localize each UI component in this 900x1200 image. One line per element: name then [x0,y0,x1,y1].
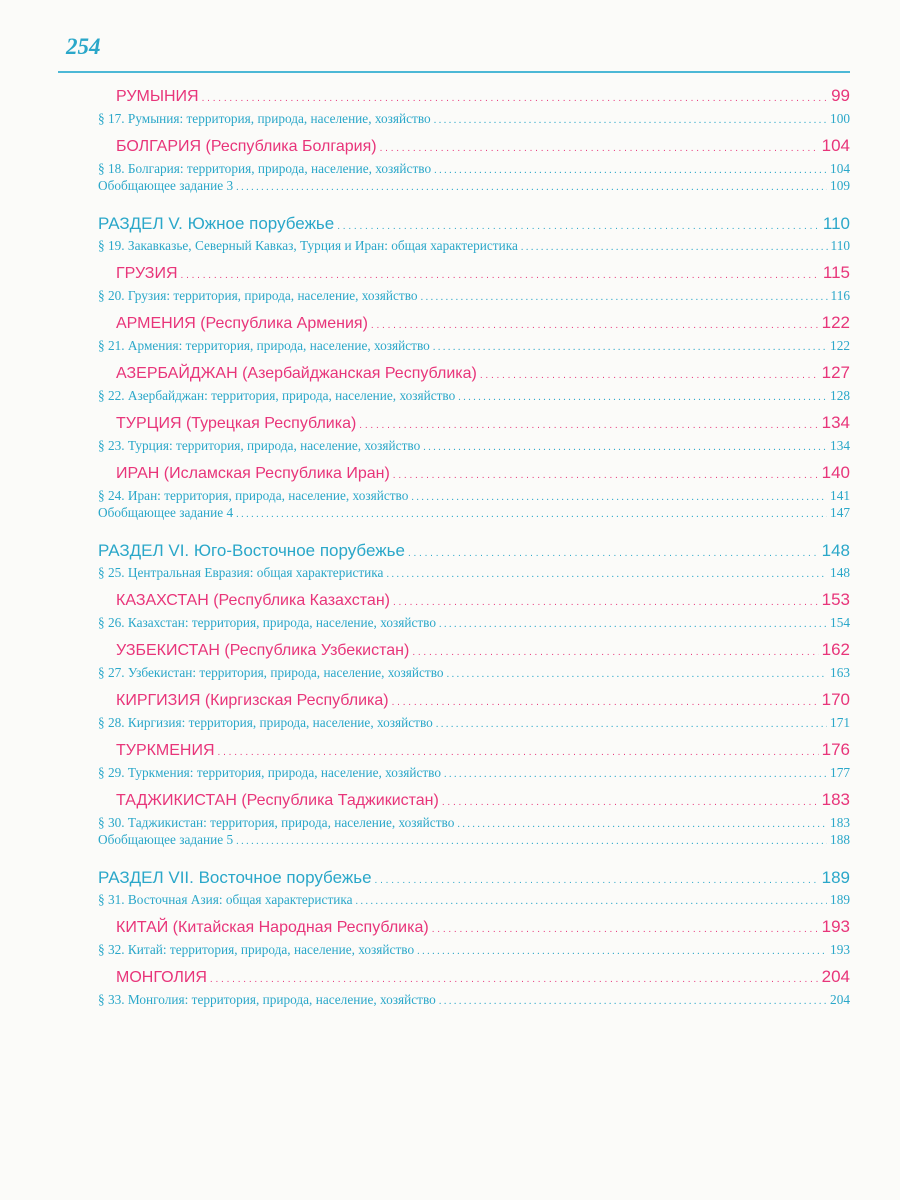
toc-entry-title: § 31. Восточная Азия: общая характеристика [98,892,353,907]
toc-country-entry [98,313,850,338]
toc-entry-title: § 17. Румыния: территория, природа, население, хозяйство [98,111,431,126]
toc-entry-title: § 21. Армения: территория, природа, население, хозяйство [98,338,430,353]
toc-entry-title: § 25. Центральная Евразия: общая характеристика [98,565,384,580]
toc-entry-title: § 29. Туркмения: территория, природа, население, хозяйство [98,765,441,780]
toc-entry-page-number: 110 [830,238,850,253]
toc-paragraph-entry [98,892,850,911]
toc-entry-page-number: 163 [830,665,850,680]
dot-leader [458,392,827,403]
toc-entry-title: § 26. Казахстан: территория, природа, население, хозяйство [98,615,437,630]
dot-leader [521,242,828,253]
toc-country-entry [98,790,850,815]
dot-leader [447,669,827,680]
toc-paragraph-entry [98,765,850,784]
toc-entry-page-number: 148 [821,541,850,560]
toc-entry-page-number: 193 [830,942,850,957]
dot-leader [393,470,819,481]
toc-entry-title: РАЗДЕЛ VII. Восточное порубежье [98,868,372,887]
toc-paragraph-entry [98,992,850,1011]
toc-entry-page-number: 148 [830,565,850,580]
dot-leader [480,370,819,381]
toc-entry-page-number: 141 [830,488,850,503]
toc-paragraph-entry [98,715,850,734]
toc-entry-page-number: 153 [821,590,850,609]
toc-section-entry [98,541,850,565]
dot-leader [380,143,819,154]
toc-entry-page-number: 176 [821,740,850,759]
toc-entry-title: § 33. Монголия: территория, природа, население, хозяйство [98,992,436,1007]
toc-entry-page-number: 99 [831,86,850,105]
dot-leader [434,115,827,126]
toc-country-entry [98,967,850,992]
toc-entry-page-number: 189 [821,868,850,887]
header-rule [58,71,850,73]
toc-entry-page-number: 188 [830,832,850,847]
toc-entry-page-number: 100 [830,111,850,126]
toc-entry-page-number: 183 [830,815,850,830]
toc-paragraph-entry [98,942,850,961]
toc-entry-title: § 18. Болгария: территория, природа, население, хозяйство [98,161,432,176]
dot-leader [371,320,819,331]
dot-leader [423,442,827,453]
dot-leader [386,569,827,580]
dot-leader [432,924,819,935]
dot-leader [439,996,827,1007]
toc-entry-title: АРМЕНИЯ (Республика Армения) [116,315,368,332]
toc-country-entry [98,917,850,942]
toc-entry-page-number: 110 [822,214,850,233]
toc-entry-page-number: 134 [830,438,850,453]
toc-summary-entry [98,505,850,523]
toc-entry-title: ТУРЦИЯ (Турецкая Республика) [116,415,357,432]
toc-entry-title: ТАДЖИКИСТАН (Республика Таджикистан) [116,792,439,809]
dot-leader [218,747,819,758]
toc-paragraph-entry [98,338,850,357]
toc-country-entry [98,86,850,111]
toc-paragraph-entry [98,111,850,130]
toc-entry-page-number: 204 [830,992,850,1007]
dot-leader [236,836,827,847]
toc-country-entry [98,413,850,438]
toc-country-entry [98,690,850,715]
toc-entry-page-number: 162 [821,640,850,659]
toc-entry-page-number: 171 [830,715,850,730]
dot-leader [417,946,827,957]
toc-entry-page-number: 128 [830,388,850,403]
toc-entry-page-number: 140 [821,463,850,482]
toc-entry-page-number: 134 [821,413,850,432]
toc-entry-page-number: 204 [821,967,850,986]
dot-leader [421,292,828,303]
toc-paragraph-entry [98,288,850,307]
toc-entry-page-number: 116 [830,288,850,303]
toc-country-entry [98,590,850,615]
toc-paragraph-entry [98,565,850,584]
toc-entry-page-number: 127 [821,363,850,382]
dot-leader [442,797,819,808]
toc-entry-title: § 23. Турция: территория, природа, население, хозяйство [98,438,421,453]
toc-section-entry [98,214,850,238]
dot-leader [412,647,818,658]
toc-entry-title: Обобщающее задание 4 [98,505,234,520]
toc-country-entry [98,740,850,765]
dot-leader [356,896,828,907]
dot-leader [359,420,818,431]
dot-leader [436,719,827,730]
toc-entry-title: § 19. Закавказье, Северный Кавказ, Турция и Иран: общая характеристика [98,238,518,253]
dot-leader [393,597,819,608]
toc-paragraph-entry [98,238,850,257]
toc-entry-title: РУМЫНИЯ [116,88,199,105]
dot-leader [444,769,827,780]
dot-leader [433,342,827,353]
dot-leader [375,875,819,886]
toc-section-entry [98,868,850,892]
toc-entry-title: § 20. Грузия: территория, природа, население, хозяйство [98,288,418,303]
dot-leader [411,492,827,503]
toc-entry-page-number: 122 [830,338,850,353]
toc-entry-title: АЗЕРБАЙДЖАН (Азербайджанская Республика) [116,365,477,382]
dot-leader [392,697,819,708]
dot-leader [202,93,828,104]
toc-entry-title: § 27. Узбекистан: территория, природа, население, хозяйство [98,665,444,680]
dot-leader [236,182,827,193]
toc-entry-page-number: 122 [821,313,850,332]
toc-entry-title: Обобщающее задание 3 [98,178,234,193]
toc-entry-title: РАЗДЕЛ V. Южное порубежье [98,214,335,233]
table-of-contents [98,86,850,1011]
toc-country-entry [98,463,850,488]
toc-paragraph-entry [98,665,850,684]
dot-leader [434,165,827,176]
toc-country-entry [98,263,850,288]
dot-leader [181,270,820,281]
dot-leader [236,509,827,520]
toc-entry-title: ИРАН (Исламская Республика Иран) [116,465,390,482]
toc-entry-title: МОНГОЛИЯ [116,969,207,986]
toc-summary-entry [98,832,850,850]
toc-entry-title: КИРГИЗИЯ (Киргизская Республика) [116,692,389,709]
toc-entry-title: УЗБЕКИСТАН (Республика Узбекистан) [116,642,410,659]
dot-leader [457,819,827,830]
toc-entry-title: § 30. Таджикистан: территория, природа, население, хозяйство [98,815,455,830]
toc-summary-entry [98,178,850,196]
toc-entry-page-number: 193 [821,917,850,936]
dot-leader [439,619,827,630]
toc-entry-title: § 22. Азербайджан: территория, природа, население, хозяйство [98,388,456,403]
toc-entry-title: КИТАЙ (Китайская Народная Республика) [116,919,429,936]
toc-entry-page-number: 115 [822,263,850,282]
toc-entry-page-number: 189 [830,892,850,907]
toc-country-entry [98,640,850,665]
page-number: 254 [66,34,101,59]
toc-entry-title: ГРУЗИЯ [116,265,178,282]
toc-paragraph-entry [98,615,850,634]
toc-country-entry [98,363,850,388]
toc-entry-page-number: 109 [830,178,850,193]
toc-entry-title: § 28. Киргизия: территория, природа, население, хозяйство [98,715,433,730]
toc-entry-title: БОЛГАРИЯ (Республика Болгария) [116,138,377,155]
toc-entry-title: РАЗДЕЛ VI. Юго-Восточное порубежье [98,541,405,560]
toc-entry-page-number: 147 [830,505,850,520]
toc-entry-page-number: 104 [821,136,850,155]
toc-entry-title: Обобщающее задание 5 [98,832,234,847]
toc-entry-page-number: 183 [821,790,850,809]
toc-paragraph-entry [98,438,850,457]
dot-leader [210,974,819,985]
toc-entry-page-number: 170 [821,690,850,709]
toc-entry-page-number: 154 [830,615,850,630]
toc-paragraph-entry [98,388,850,407]
toc-entry-title: ТУРКМЕНИЯ [116,742,215,759]
toc-entry-title: § 32. Китай: территория, природа, население, хозяйство [98,942,415,957]
toc-entry-title: § 24. Иран: территория, природа, население, хозяйство [98,488,409,503]
dot-leader [337,221,820,232]
toc-entry-title: КАЗАХСТАН (Республика Казахстан) [116,592,390,609]
dot-leader [408,548,819,559]
toc-entry-page-number: 177 [830,765,850,780]
toc-entry-page-number: 104 [830,161,850,176]
toc-country-entry [98,136,850,161]
